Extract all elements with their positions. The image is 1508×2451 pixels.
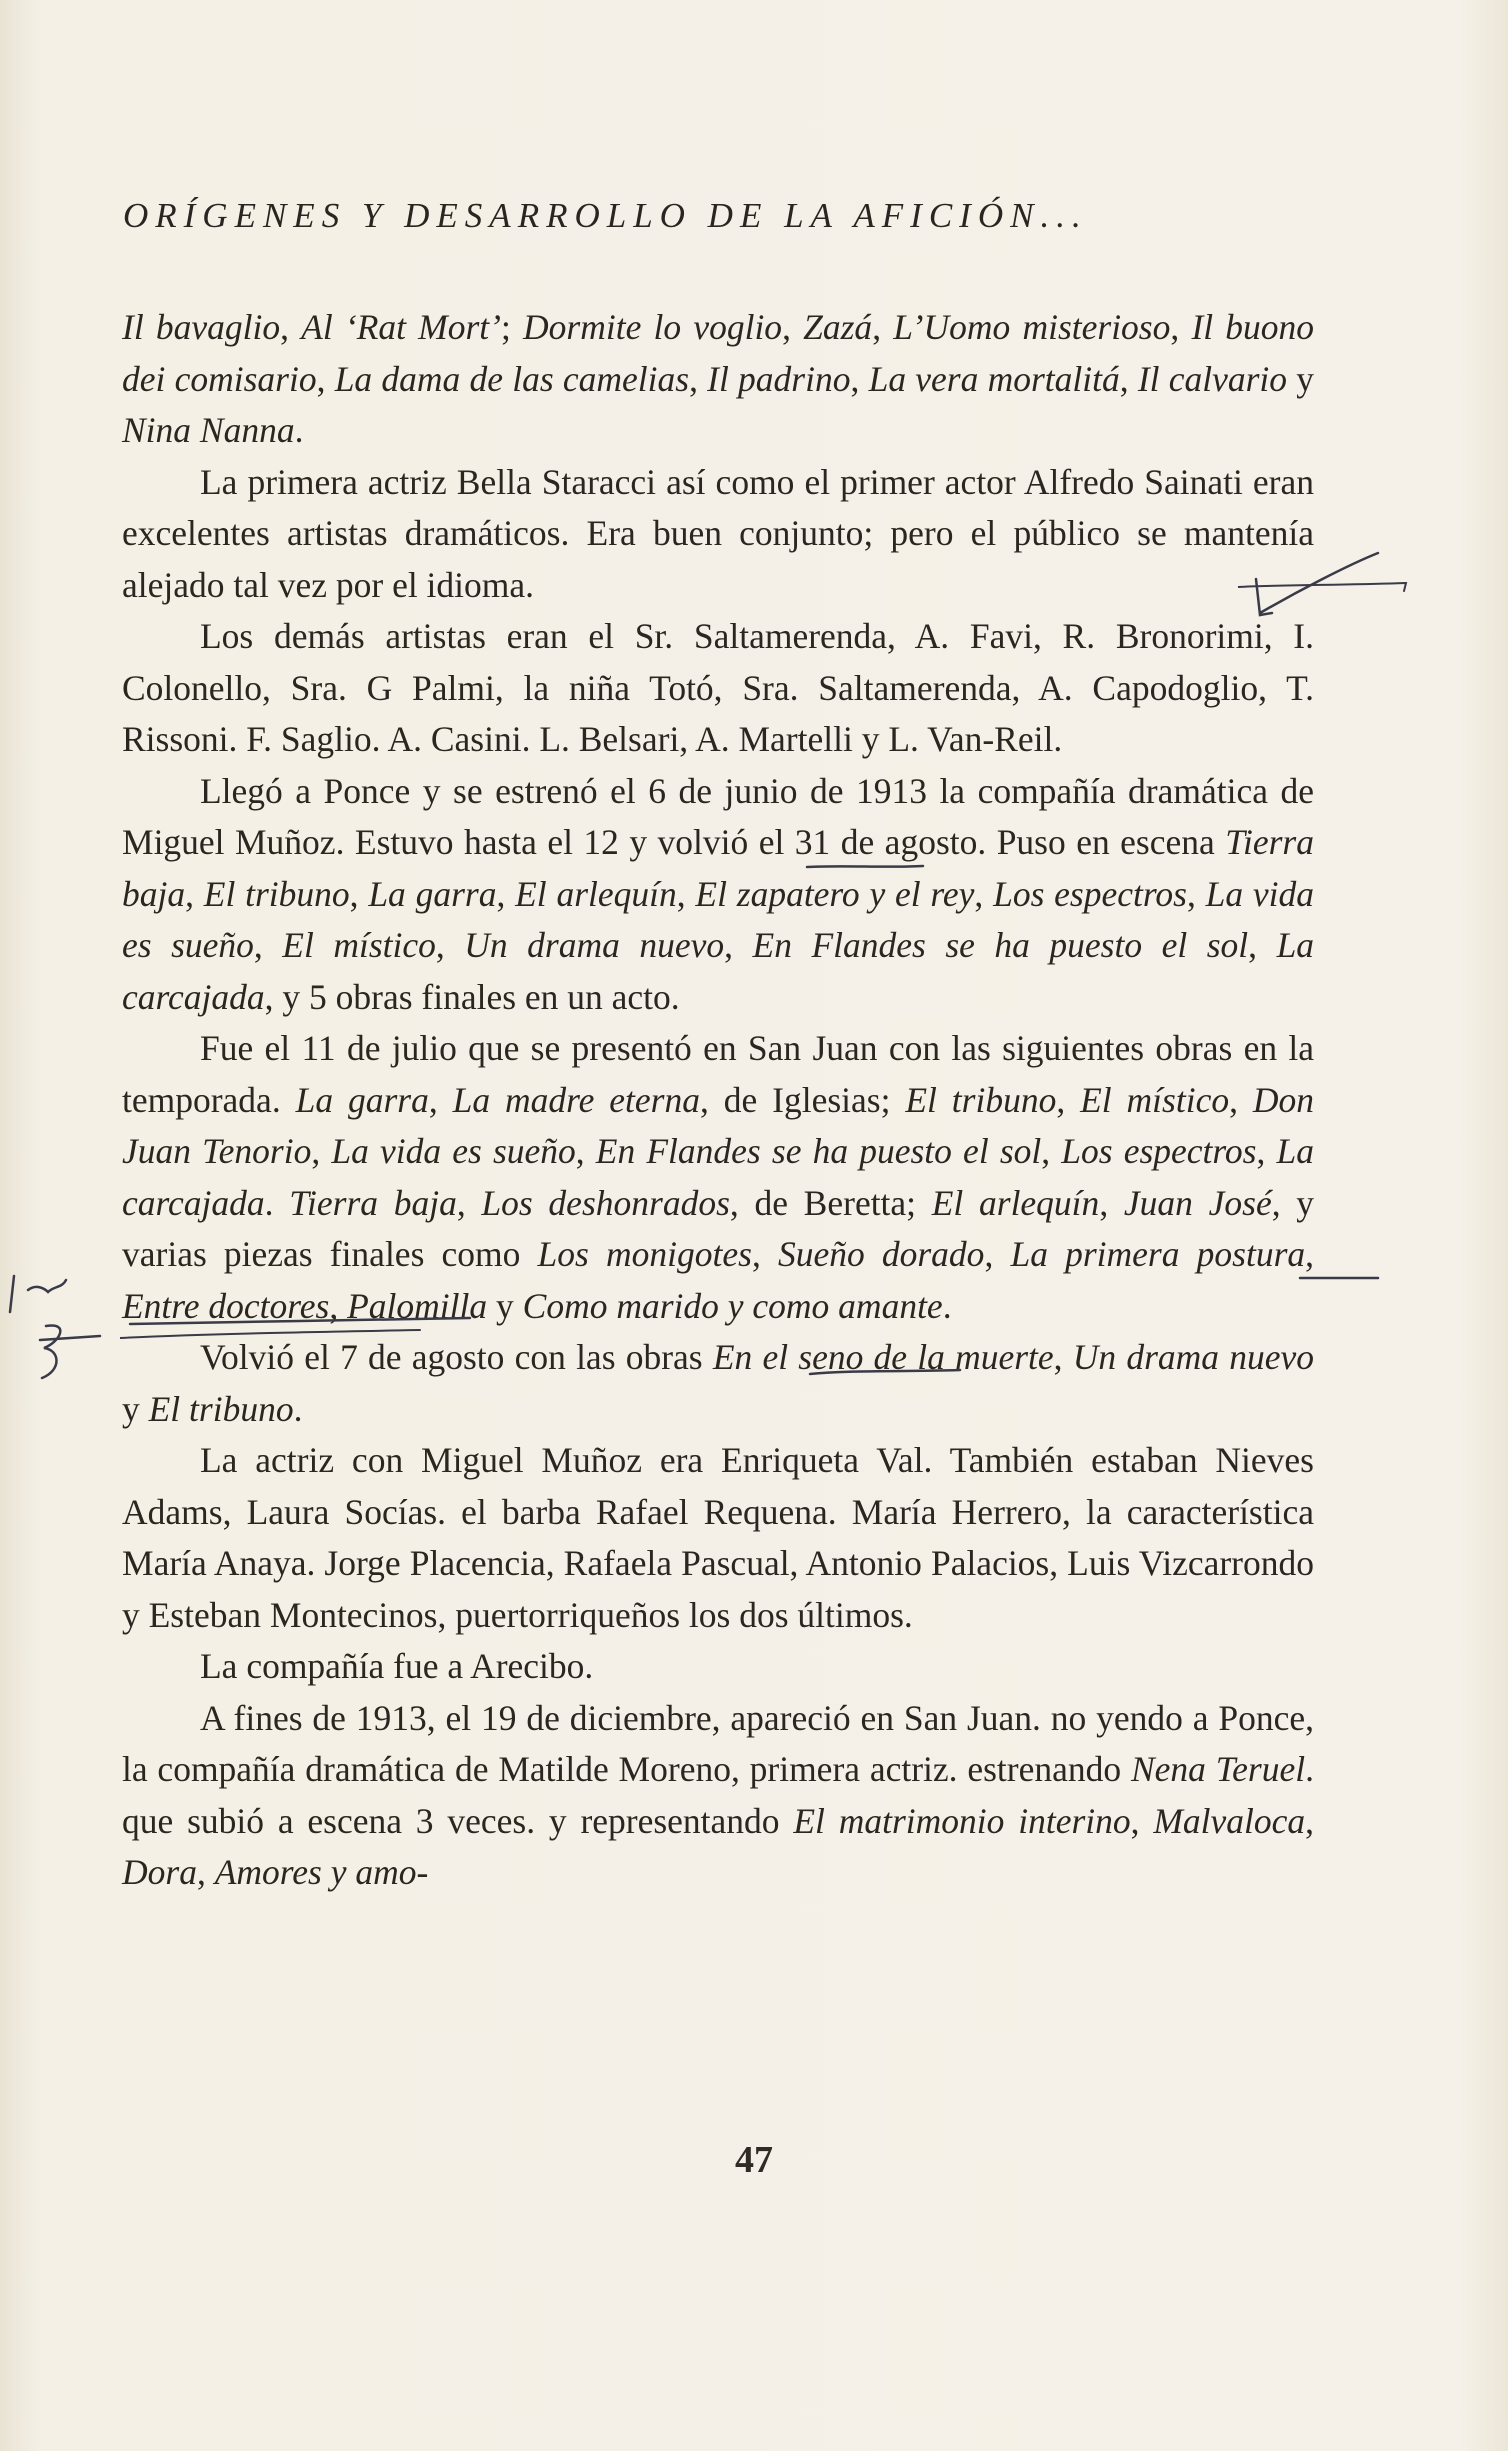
paragraph-3: Los demás artistas eran el Sr. Saltamerenda, A. Favi, R. Bronorimi, I. Colonello, Sra. G Palmi, la niña Totó, Sra. Saltamerenda, A. Capodoglio, T. Rissoni. F. Saglio. A. Casini. L. Belsari, A. Martelli y L. Van-Reil. xyxy=(122,616,1314,759)
body-text xyxy=(122,302,1314,1899)
pencil-underlines-icon xyxy=(120,1250,1380,1390)
paragraph-9: A fines de 1913, el 19 de diciembre, apareció en San Juan. no yendo a Ponce, la compañía dramática de Matilde Moreno, primera actriz. estrenando Nena Teruel. que subió a escena 3 veces. y representando El matrimonio interino, Malvaloca, Dora, Amores y amo- xyxy=(122,1697,1315,1892)
running-head: ORÍGENES Y DESARROLLO DE LA AFICIÓN... xyxy=(123,196,1088,235)
paragraph-8: La compañía fue a Arecibo. xyxy=(200,1646,594,1686)
paragraph-2: La primera actriz Bella Staracci así como el primer actor Alfredo Sainati eran excelentes artistas dramáticos. Era buen conjunto; pero el público se mantenía alejado tal vez por el idioma. xyxy=(122,461,1314,605)
pencil-underline-icon xyxy=(805,862,925,872)
pencil-margin-mark-icon xyxy=(0,1240,140,1390)
pencil-checkmark-icon xyxy=(1238,525,1408,625)
paragraph-7: La actriz con Miguel Muñoz era Enriqueta Val. También estaban Nieves Adams, Laura Socías. el barba Rafael Requena. María Herrero, la característica María Anaya. Jorge Placencia, Rafaela Pascual, Antonio Palacios, Luis Vizcarrondo y Esteban Montecinos, puertorriqueños los dos últimos. xyxy=(122,1440,1314,1635)
paragraph-6: Volvió el 7 de agosto con las obras En el seno de la muerte, Un drama nuevo y El tribuno. xyxy=(122,1337,1314,1429)
paragraph-4: Llegó a Ponce y se estrenó el 6 de junio de 1913 la compañía dramática de Miguel Muñoz. Estuvo hasta el 12 y volvió el 31 de agosto. Puso en escena Tierra baja, El tribuno, La garra, El arlequín, El zapatero y el rey, Los espectros, La vida es sueño, El místico, Un drama nuevo, En Flandes se ha puesto el sol, La carcajada, y 5 obras finales en un acto. xyxy=(122,770,1315,1017)
paragraph-5: Fue el 11 de julio que se presentó en San Juan con las siguientes obras en la temporada. La garra, La madre eterna, de Iglesias; El tribuno, El místico, Don Juan Tenorio, La vida es sueño, En Flandes se ha puesto el sol, Los espectros, La carcajada. Tierra baja, Los deshonrados, de Beretta; El arlequín, Juan José, y varias piezas finales como Los monigotes, Sueño dorado, La primera postura, Entre doctores, Palomilla y Como marido y como amante. xyxy=(122,1028,1315,1326)
paragraph-1: Il bavaglio, Al ‘Rat Mort’; Dormite lo voglio, Zazá, L’Uomo misterioso, Il buono dei comisario, La dama de las camelias, Il padrino, La vera mortalitá, Il calvario y Nina Nanna. xyxy=(122,307,1315,450)
page-number: 47 xyxy=(735,2139,773,2181)
